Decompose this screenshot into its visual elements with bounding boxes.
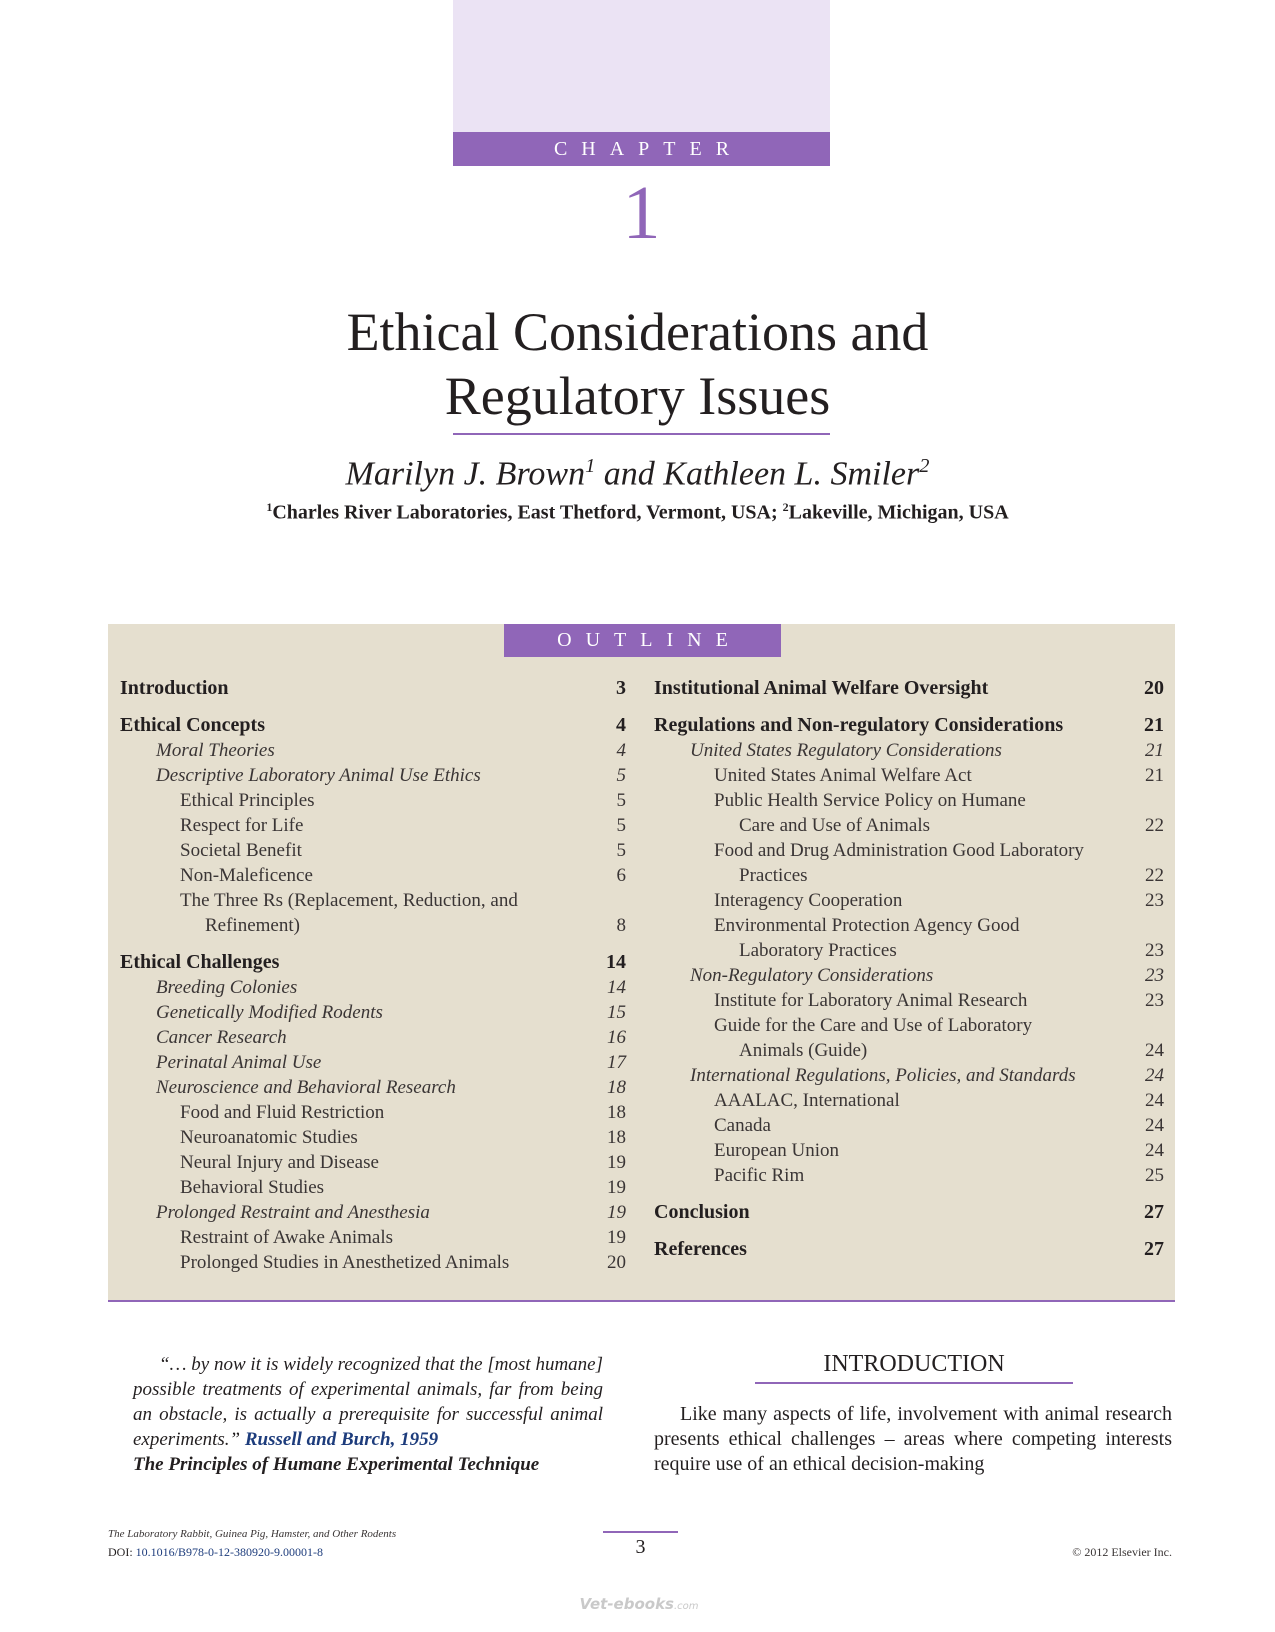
outline-entry-title: Genetically Modified Rodents — [156, 1002, 383, 1023]
epigraph-quote: “… by now it is widely recognized that the [most humane] possible treatments of experimental animals, far from being an obstacle, is actually a prerequisite for successful animal experiments.” — [133, 1354, 603, 1450]
outline-entry-page: 21 — [1145, 765, 1164, 786]
outline-entry-title: Prolonged Studies in Anesthetized Animals — [180, 1252, 510, 1273]
outline-entry-title-cont: Refinement) — [205, 915, 300, 936]
outline-entry[interactable] — [654, 763, 1164, 788]
outline-entry-title: Moral Theories — [156, 740, 275, 761]
outline-entry[interactable] — [654, 963, 1164, 988]
outline-entry-title: The Three Rs (Replacement, Reduction, and — [180, 890, 518, 911]
outline-right-column — [654, 676, 1164, 1262]
outline-entry-page: 4 — [616, 714, 626, 736]
outline-entry-page: 14 — [607, 977, 626, 998]
outline-entry[interactable] — [654, 738, 1164, 763]
outline-entry[interactable] — [120, 788, 626, 813]
outline-entry-title: United States Animal Welfare Act — [714, 765, 972, 786]
outline-entry[interactable] — [120, 713, 626, 738]
outline-entry[interactable] — [120, 1000, 626, 1025]
affil-1: Charles River Laboratories, East Thetford, Vermont, USA; — [272, 501, 783, 524]
outline-entry-title: Societal Benefit — [180, 840, 302, 861]
chapter-label: CHAPTER — [453, 132, 830, 166]
outline-entry-page: 25 — [1145, 1165, 1164, 1186]
introduction-paragraph: Like many aspects of life, involvement with animal research presents ethical challenges – areas where competing interests require use of an ethical decision-making — [654, 1403, 1172, 1475]
outline-left-column — [120, 676, 626, 1275]
outline-entry-page: 5 — [616, 765, 626, 786]
outline-entry-page: 22 — [1145, 815, 1164, 836]
outline-entry-page: 21 — [1144, 714, 1164, 736]
outline-entry-title: Cancer Research — [156, 1027, 287, 1048]
outline-entry-title: Environmental Protection Agency Good — [714, 915, 1020, 936]
chapter-header-block — [453, 0, 830, 132]
outline-entry[interactable] — [120, 838, 626, 863]
outline-entry-title-cont: Practices — [739, 865, 808, 886]
outline-entry[interactable] — [120, 1225, 626, 1250]
outline-entry-title: Neural Injury and Disease — [180, 1152, 379, 1173]
outline-entry[interactable] — [120, 1075, 626, 1100]
doi-label: DOI: — [108, 1545, 136, 1559]
epigraph-citation-link[interactable]: Russell and Burch, 1959 — [244, 1429, 439, 1450]
doi-link[interactable]: 10.1016/B978-0-12-380920-9.00001-8 — [135, 1545, 323, 1559]
outline-entry[interactable] — [120, 1025, 626, 1050]
outline-box — [108, 624, 1175, 1302]
outline-entry-page: 23 — [1145, 890, 1164, 911]
outline-entry-page: 20 — [1144, 677, 1164, 699]
watermark-text: Vet-ebooks — [579, 1595, 674, 1613]
introduction-rule — [755, 1382, 1073, 1384]
footer-book-title: The Laboratory Rabbit, Guinea Pig, Hamster, and Other Rodents — [108, 1528, 397, 1540]
outline-entry-page: 27 — [1144, 1201, 1164, 1223]
outline-entry-page: 20 — [607, 1252, 626, 1273]
outline-entry[interactable] — [120, 950, 626, 975]
outline-entry-page: 19 — [607, 1152, 626, 1173]
outline-entry-page: 23 — [1145, 940, 1164, 961]
outline-entry-title: Pacific Rim — [714, 1165, 805, 1186]
outline-entry-page: 19 — [607, 1177, 626, 1198]
outline-entry-title: Restraint of Awake Animals — [180, 1227, 394, 1248]
title-rule — [453, 433, 830, 435]
outline-entry-title: Ethical Challenges — [120, 951, 280, 973]
outline-entry[interactable] — [654, 1013, 1164, 1063]
outline-entry-title: Interagency Cooperation — [714, 890, 903, 911]
outline-entry[interactable] — [120, 738, 626, 763]
footer-doi — [108, 1545, 323, 1560]
outline-entry[interactable] — [654, 1113, 1164, 1138]
author-1: Marilyn J. Brown — [345, 455, 586, 493]
outline-entry-page: 4 — [616, 740, 626, 761]
outline-entry-page: 16 — [607, 1027, 626, 1048]
outline-entry-page: 23 — [1145, 990, 1164, 1011]
outline-entry-page: 19 — [607, 1202, 626, 1223]
outline-entry[interactable] — [120, 1050, 626, 1075]
outline-entry-title: European Union — [714, 1140, 840, 1161]
outline-entry[interactable] — [120, 813, 626, 838]
outline-entry-page: 24 — [1145, 1140, 1164, 1161]
outline-entry[interactable] — [654, 1237, 1164, 1262]
outline-entry-page: 23 — [1145, 965, 1164, 986]
outline-entry-title-cont: Animals (Guide) — [739, 1040, 868, 1061]
affil-2: Lakeville, Michigan, USA — [788, 501, 1009, 524]
outline-entry-page: 18 — [607, 1077, 626, 1098]
outline-entry-title: Institutional Animal Welfare Oversight — [654, 677, 989, 699]
introduction-heading: INTRODUCTION — [823, 1351, 1005, 1377]
affil-1-mark: 1 — [266, 500, 273, 514]
outline-entry-page: 24 — [1145, 1090, 1164, 1111]
outline-entry-title: Guide for the Care and Use of Laboratory — [714, 1015, 1033, 1036]
outline-entry-title: Descriptive Laboratory Animal Use Ethics — [156, 765, 481, 786]
outline-entry[interactable] — [654, 913, 1164, 963]
outline-entry-title: Canada — [714, 1115, 771, 1136]
outline-entry[interactable] — [120, 676, 626, 701]
outline-entry-title: Neuroanatomic Studies — [180, 1127, 358, 1148]
author-2: Kathleen L. Smiler — [663, 455, 920, 493]
copyright: © 2012 Elsevier Inc. — [1072, 1545, 1172, 1559]
outline-entry-title: Non-Regulatory Considerations — [690, 965, 934, 986]
outline-entry-title: Ethical Principles — [180, 790, 315, 811]
outline-entry-page: 17 — [607, 1052, 626, 1073]
watermark-logo — [574, 1595, 704, 1613]
outline-entry-title: Respect for Life — [180, 815, 304, 836]
outline-entry[interactable] — [120, 975, 626, 1000]
outline-entry[interactable] — [120, 1100, 626, 1125]
outline-entry-title: Food and Drug Administration Good Laboratory — [714, 840, 1084, 861]
outline-entry-page: 24 — [1145, 1115, 1164, 1136]
outline-entry-page: 15 — [607, 1002, 626, 1023]
outline-entry-page: 5 — [616, 790, 626, 811]
outline-entry-title: References — [654, 1238, 747, 1260]
outline-entry[interactable] — [120, 763, 626, 788]
outline-entry-title: Behavioral Studies — [180, 1177, 325, 1198]
outline-entry-page: 8 — [616, 915, 626, 936]
affiliations — [0, 492, 1275, 528]
outline-entry[interactable] — [654, 1088, 1164, 1113]
affil-2-mark: 2 — [782, 500, 789, 514]
outline-entry-title: United States Regulatory Considerations — [690, 740, 1002, 761]
outline-entry-page: 22 — [1145, 865, 1164, 886]
outline-entry-title: AAALAC, International — [714, 1090, 900, 1111]
outline-entry[interactable] — [654, 1063, 1164, 1088]
epigraph-book-title: The Principles of Humane Experimental Technique — [133, 1454, 540, 1475]
outline-entry-title: Conclusion — [654, 1201, 750, 1223]
page-number: 3 — [635, 1536, 646, 1558]
outline-entry-page: 27 — [1144, 1238, 1164, 1260]
authors — [0, 444, 1275, 496]
outline-entry[interactable] — [654, 838, 1164, 888]
outline-entry[interactable] — [120, 863, 626, 888]
outline-entry-title: Non-Maleficence — [180, 865, 313, 886]
outline-entry[interactable] — [654, 888, 1164, 913]
outline-entry-page: 3 — [616, 677, 626, 699]
outline-entry[interactable] — [120, 888, 626, 938]
chapter-number: 1 — [622, 171, 661, 255]
outline-entry[interactable] — [654, 988, 1164, 1013]
outline-entry-page: 14 — [606, 951, 626, 973]
outline-entry[interactable] — [120, 1125, 626, 1150]
outline-entry-title: Breeding Colonies — [156, 977, 298, 998]
outline-entry[interactable] — [120, 1200, 626, 1225]
authors-joiner: and — [595, 455, 664, 493]
outline-entry[interactable] — [120, 1250, 626, 1275]
outline-entry-title: Prolonged Restraint and Anesthesia — [156, 1202, 430, 1223]
outline-entry[interactable] — [654, 1200, 1164, 1225]
watermark-suffix: .com — [673, 1601, 699, 1612]
author-2-affil-mark: 2 — [919, 455, 930, 477]
outline-label: OUTLINE — [504, 624, 781, 657]
outline-entry[interactable] — [120, 1175, 626, 1200]
author-1-affil-mark: 1 — [585, 455, 596, 477]
outline-entry[interactable] — [654, 713, 1164, 738]
outline-entry-page: 5 — [616, 840, 626, 861]
epigraph — [133, 1352, 603, 1477]
outline-entry[interactable] — [120, 1150, 626, 1175]
chapter-title — [0, 300, 1275, 428]
outline-entry-title: Introduction — [120, 677, 229, 699]
outline-entry-page: 24 — [1145, 1065, 1164, 1086]
outline-entry-title: Neuroscience and Behavioral Research — [156, 1077, 456, 1098]
outline-entry-title: Public Health Service Policy on Humane — [714, 790, 1026, 811]
outline-entry-page: 18 — [607, 1127, 626, 1148]
outline-entry-title: Institute for Laboratory Animal Research — [714, 990, 1028, 1011]
outline-entry-title: Food and Fluid Restriction — [180, 1102, 385, 1123]
outline-entry-title-cont: Care and Use of Animals — [739, 815, 931, 836]
outline-entry-title: Regulations and Non-regulatory Considerations — [654, 714, 1064, 736]
chapter-title-line-2: Regulatory Issues — [444, 366, 831, 426]
outline-entry-page: 5 — [616, 815, 626, 836]
outline-entry-page: 24 — [1145, 1040, 1164, 1061]
outline-entry-page: 6 — [616, 865, 626, 886]
outline-entry-title: Ethical Concepts — [120, 714, 265, 736]
outline-entry-title: Perinatal Animal Use — [156, 1052, 322, 1073]
page-number-rule — [603, 1531, 678, 1533]
chapter-title-line-1: Ethical Considerations and — [346, 302, 929, 362]
outline-entry[interactable] — [654, 676, 1164, 701]
outline-entry[interactable] — [654, 1163, 1164, 1188]
outline-entry-page: 18 — [607, 1102, 626, 1123]
outline-entry-title-cont: Laboratory Practices — [739, 940, 897, 961]
outline-entry-page: 19 — [607, 1227, 626, 1248]
outline-entry[interactable] — [654, 788, 1164, 838]
outline-entry[interactable] — [654, 1138, 1164, 1163]
outline-entry-title: International Regulations, Policies, and Standards — [690, 1065, 1076, 1086]
outline-entry-page: 21 — [1145, 740, 1164, 761]
